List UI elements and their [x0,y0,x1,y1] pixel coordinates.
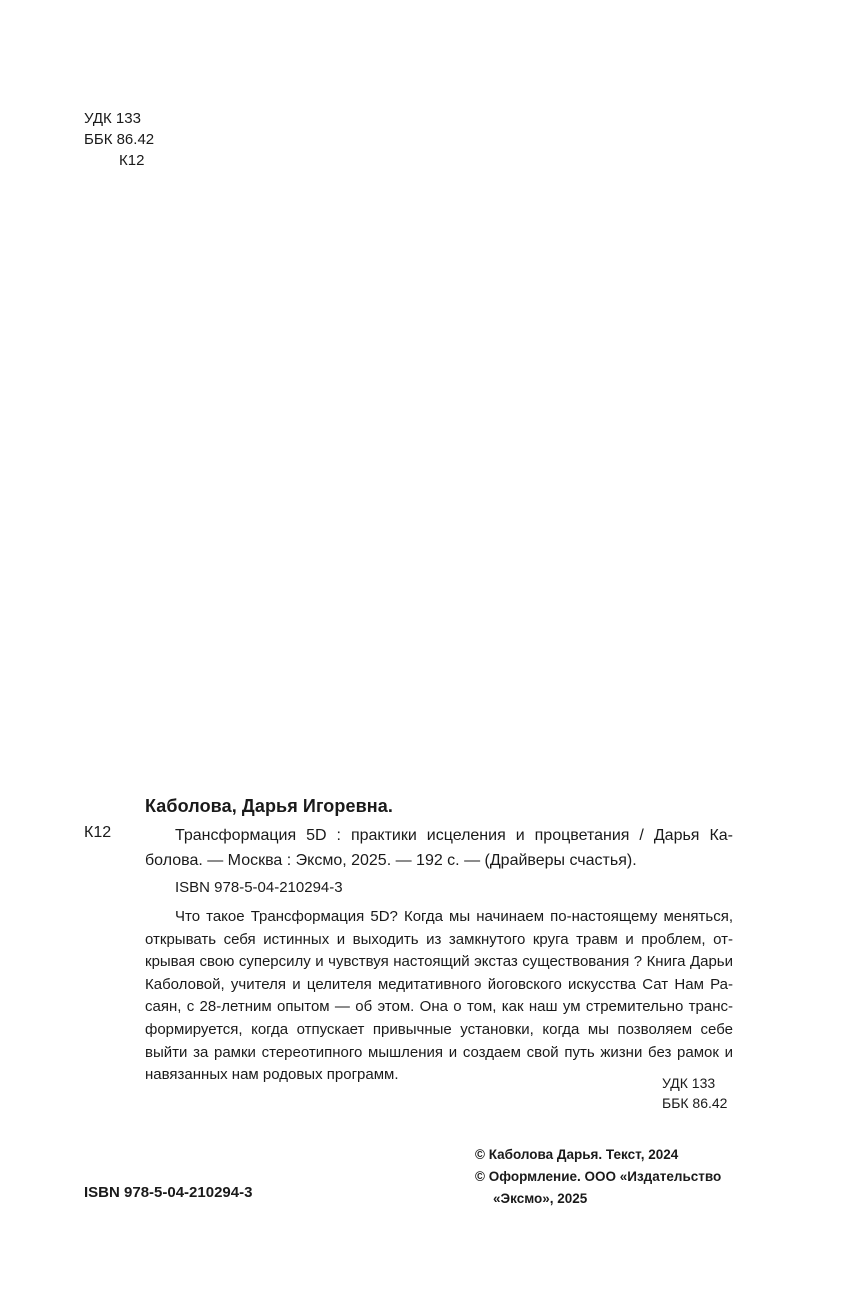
top-classification-block [84,108,154,171]
annotation-line: формируется, когда отпускает привычные установки, когда мы позволяем себе [145,1020,733,1038]
udk-code: УДК 133 [84,110,141,127]
annotation-line: саян, с 28-летним опытом — об этом. Она о том, как наш ум стремительно транс- [145,998,733,1016]
bibliographic-line-2: болова. — Москва : Эксмо, 2025. — 192 с. — (Драйверы счастья). [145,852,637,869]
bibliographic-description [145,823,733,873]
annotation-line: Каболовой, учителя и целителя медитативного йоговского искусства Сат Нам Ра- [145,975,733,993]
bbk-code: ББК 86.42 [84,131,155,148]
annotation-line: открывать себя истинных и выходить из замкнутого круга травм и проблем, от- [145,930,733,948]
annotation-paragraph [145,906,733,1087]
annotation-line: крывая свою суперсилу и чувствуя настоящий экстаз существования ? Книга Дарьи [145,953,733,971]
copyright-block [475,1144,721,1210]
isbn-inline: ISBN 978-5-04-210294-3 [175,879,343,896]
bbk-code-bottom: ББК 86.42 [662,1095,728,1111]
bibliographic-line-1: Трансформация 5D : практики исцеления и процветания / Дарья Ка- [175,827,733,844]
udk-code-bottom: УДК 133 [662,1075,716,1091]
isbn-bottom: ISBN 978-5-04-210294-3 [84,1184,253,1201]
bottom-classification-block [662,1073,727,1113]
copyright-design: © Оформление. ООО «Издательство [475,1169,722,1184]
annotation-line: навязанных нам родовых программ. [145,1066,399,1084]
annotation-line: выйти за рамки стереотипного мышления и создаем свой путь жизни без рамок и [145,1043,733,1061]
author-mark: К12 [119,152,145,169]
copyright-publisher: «Эксмо», 2025 [493,1191,588,1206]
copyright-text: © Каболова Дарья. Текст, 2024 [475,1147,679,1162]
author-heading: Каболова, Дарья Игоревна. [145,796,393,816]
author-mark-left: К12 [84,824,112,841]
annotation-line: Что такое Трансформация 5D? Когда мы начинаем по-настоящему меняться, [175,908,733,925]
